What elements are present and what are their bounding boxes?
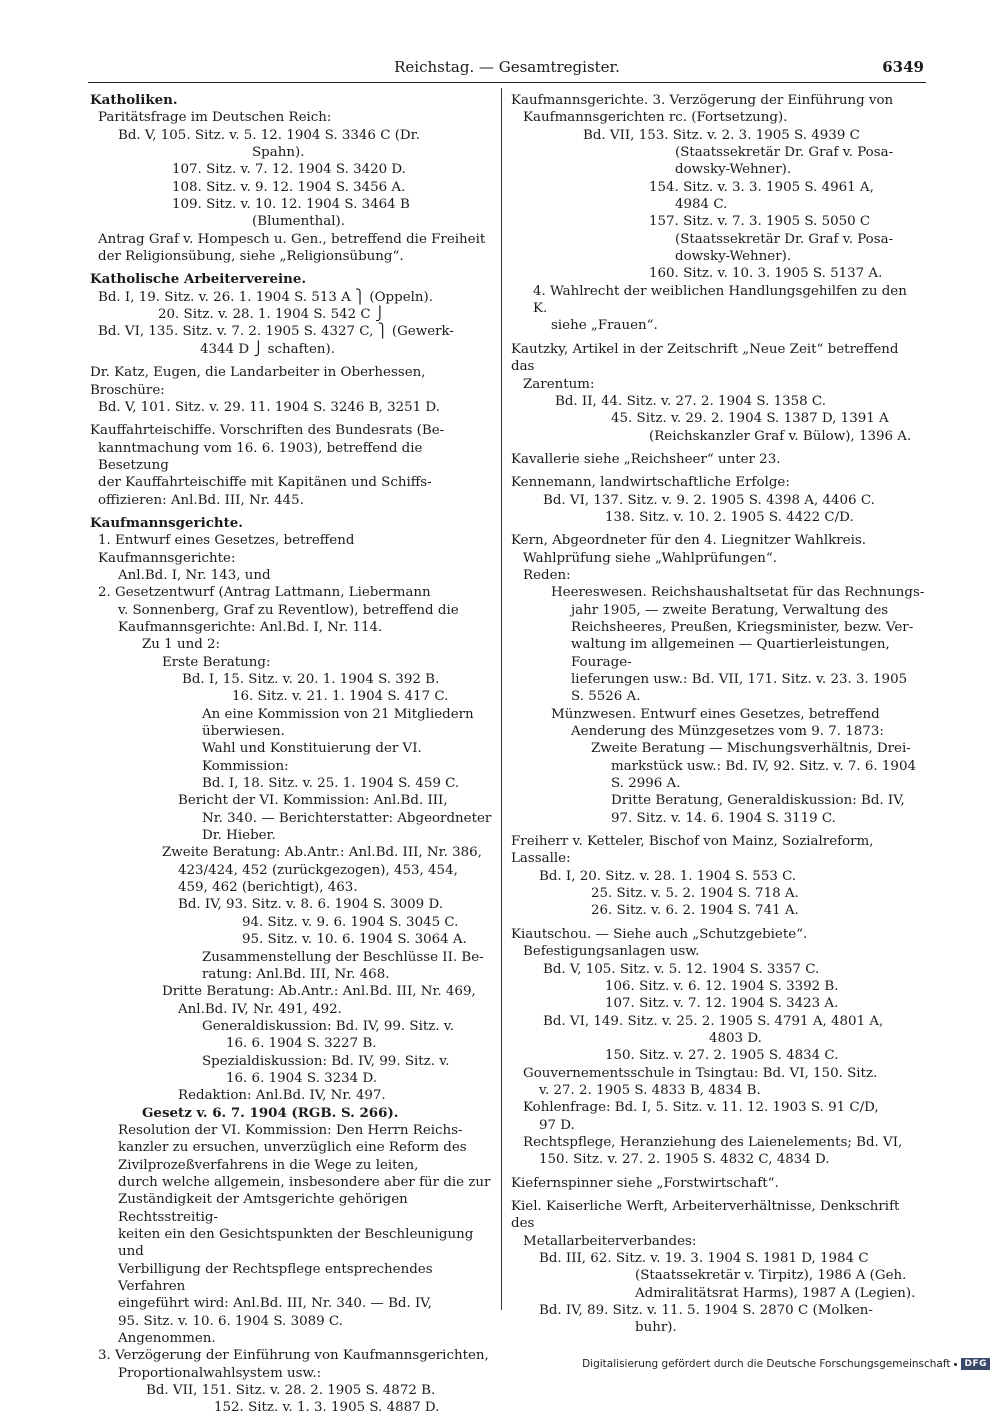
entry-line: siehe „Frauen“. — [551, 318, 658, 334]
entry-line: 4984 C. — [675, 197, 728, 213]
entry-line: 97. Sitz. v. 14. 6. 1904 S. 3119 C. — [611, 810, 836, 826]
page-number: 6349 — [882, 58, 924, 76]
entry-line: Paritätsfrage im Deutschen Reich: — [98, 110, 332, 126]
entry-line: 459, 462 (berichtigt), 463. — [178, 880, 358, 896]
entry-line: Bd. VII, 151. Sitz. v. 28. 2. 1905 S. 4872 B. — [146, 1383, 436, 1399]
entry-line: 150. Sitz. v. 27. 2. 1905 S. 4832 C, 4834 D. — [539, 1152, 830, 1168]
entry-heading-line: Kern, Abgeordneter für den 4. Liegnitzer Wahlkreis. — [511, 533, 866, 549]
entry-line: offizieren: Anl.Bd. III, Nr. 445. — [98, 492, 304, 508]
entry-line: Redaktion: Anl.Bd. IV, Nr. 497. — [178, 1088, 386, 1104]
entry-line: 157. Sitz. v. 7. 3. 1905 S. 5050 C — [649, 214, 871, 230]
entry-line: Zuständigkeit der Amtsgerichte gehörigen Rechtsstreitig- — [118, 1192, 408, 1225]
entry-line: 3. Verzögerung der Einführung von Kaufmannsgerichten, — [98, 1348, 489, 1364]
index-entry — [511, 833, 925, 920]
entry-line: 97 D. — [539, 1117, 575, 1133]
right-column — [511, 92, 925, 1337]
entry-line: Proportionalwahlsystem usw.: — [118, 1365, 322, 1381]
entry-line: Anl.Bd. I, Nr. 143, und — [118, 567, 271, 583]
entry-heading-line: Freiherr v. Ketteler, Bischof von Mainz, Sozialreform, Lassalle: — [511, 834, 874, 867]
separator-dot-icon — [954, 1363, 957, 1366]
entry-line: 154. Sitz. v. 3. 3. 1905 S. 4961 A, — [649, 179, 874, 195]
entry-line: v. 27. 2. 1905 S. 4833 B, 4834 B. — [539, 1082, 761, 1098]
entry-line: 107. Sitz. v. 7. 12. 1904 S. 3423 A. — [605, 996, 839, 1012]
entry-heading-line: Kavallerie siehe „Reichsheer“ unter 23. — [511, 451, 781, 467]
entry-line: Spahn). — [252, 145, 305, 161]
entry-line: Wahl und Konstituierung der VI. Kommission: — [202, 741, 422, 774]
entry-line: Rechtspflege, Heranziehung des Laienelements; Bd. VI, — [523, 1134, 903, 1150]
entry-line: Bd. I, 15. Sitz. v. 20. 1. 1904 S. 392 B. — [182, 672, 440, 687]
entry-heading-line: Kaufmannsgerichte. 3. Verzögerung der Einführung von — [511, 93, 894, 108]
entry-heading-line: Kennemann, landwirtschaftliche Erfolge: — [511, 475, 790, 491]
entry-line: 95. Sitz. v. 10. 6. 1904 S. 3064 A. — [242, 932, 467, 948]
entry-line: Erste Beratung: — [162, 654, 271, 670]
entry-line: kanntmachung vom 16. 6. 1903), betreffend die Besetzung — [98, 440, 423, 473]
entry-line: Zweite Beratung: Ab.Antr.: Anl.Bd. III, Nr. 386, — [162, 845, 482, 861]
entry-line: Bd. I, 20. Sitz. v. 28. 1. 1904 S. 553 C. — [539, 868, 797, 884]
entry-heading-line: Kaufmannsgerichte. — [90, 514, 243, 531]
entry-heading-line: Dr. Katz, Eugen, die Landarbeiter in Oberhessen, Broschüre: — [90, 365, 426, 398]
column-divider — [501, 88, 502, 1310]
entry-line: Gesetz v. 6. 7. 1904 (RGB. S. 266). — [142, 1104, 399, 1121]
entry-line: 25. Sitz. v. 5. 2. 1904 S. 718 A. — [591, 886, 799, 902]
entry-line: Kaufmannsgerichten rc. (Fortsetzung). — [523, 110, 788, 126]
index-entry — [90, 364, 494, 416]
index-entry — [511, 1175, 925, 1192]
entry-line: Kohlenfrage: Bd. I, 5. Sitz. v. 11. 12. 1903 S. 91 C/D, — [523, 1100, 879, 1116]
entry-line: Admiralitätsrat Harms), 1987 A (Legien). — [635, 1285, 916, 1301]
entry-line: Aenderung des Münzgesetzes vom 9. 7. 1873: — [571, 724, 884, 740]
entry-line: Bd. V, 105. Sitz. v. 5. 12. 1904 S. 3346 C (Dr. — [118, 127, 420, 143]
entry-line: Befestigungsanlagen usw. — [523, 944, 700, 960]
entry-line: Nr. 340. — Berichterstatter: Abgeordneter — [202, 810, 492, 826]
entry-line: 150. Sitz. v. 27. 2. 1905 S. 4834 C. — [605, 1048, 839, 1064]
left-column — [90, 92, 494, 1417]
entry-line: S. 5526 A. — [571, 689, 641, 705]
entry-line: 138. Sitz. v. 10. 2. 1905 S. 4422 C/D. — [605, 509, 854, 525]
entry-line: Zusammenstellung der Beschlüsse II. Be- — [202, 949, 484, 965]
entry-line: 95. Sitz. v. 10. 6. 1904 S. 3089 C. — [118, 1313, 343, 1329]
entry-heading-line: Kauffahrteischiffe. Vorschriften des Bundesrats (Be- — [90, 423, 445, 439]
entry-line: der Kauffahrteischiffe mit Kapitänen und Schiffs- — [98, 475, 432, 491]
entry-line: Bd. IV, 89. Sitz. v. 11. 5. 1904 S. 2870 C (Molken- — [539, 1303, 873, 1319]
entry-line: 107. Sitz. v. 7. 12. 1904 S. 3420 D. — [172, 162, 406, 178]
entry-line: markstück usw.: Bd. IV, 92. Sitz. v. 7. 6. 1904 — [611, 758, 916, 774]
entry-line: Metallarbeiterverbandes: — [523, 1233, 697, 1249]
entry-line: An eine Kommission von 21 Mitgliedern — [202, 706, 474, 722]
entry-heading-line: Kiautschou. — Siehe auch „Schutzgebiete“. — [511, 926, 808, 942]
entry-line: Bd. IV, 93. Sitz. v. 8. 6. 1904 S. 3009 D. — [178, 897, 443, 913]
entry-line: Heereswesen. Reichshaushaltsetat für das Rechnungs- — [551, 585, 925, 601]
entry-line: 106. Sitz. v. 6. 12. 1904 S. 3392 B. — [605, 978, 839, 994]
entry-line: Bericht der VI. Kommission: Anl.Bd. III, — [178, 793, 448, 809]
index-entry — [90, 271, 494, 358]
entry-line: Bd. VI, 149. Sitz. v. 25. 2. 1905 S. 4791 A, 4801 A, — [543, 1013, 884, 1029]
entry-line: 160. Sitz. v. 10. 3. 1905 S. 5137 A. — [649, 266, 883, 282]
index-entry — [90, 92, 494, 265]
entry-line: 4344 D ⎭ schaften). — [200, 341, 335, 357]
entry-line: v. Sonnenberg, Graf zu Reventlow), betreffend die — [118, 602, 459, 618]
footer-credit — [582, 1358, 990, 1370]
entry-line: 152. Sitz. v. 1. 3. 1905 S. 4887 D. — [214, 1400, 440, 1416]
index-entry — [511, 341, 925, 445]
entry-line: buhr). — [635, 1320, 677, 1336]
entry-line: Verbilligung der Rechtspflege entsprechendes Verfahren — [118, 1261, 433, 1295]
entry-heading-line: Kiefernspinner siehe „Forstwirtschaft“. — [511, 1175, 779, 1191]
page-header — [88, 56, 926, 83]
entry-line: ratung: Anl.Bd. III, Nr. 468. — [202, 966, 390, 982]
entry-line: 2. Gesetzentwurf (Antrag Lattmann, Liebermann — [98, 585, 431, 601]
entry-line: 45. Sitz. v. 29. 2. 1904 S. 1387 D, 1391 A — [611, 411, 889, 427]
entry-line: Bd. V, 101. Sitz. v. 29. 11. 1904 S. 3246 B, 3251 D. — [98, 399, 440, 415]
entry-line: Angenommen. — [118, 1331, 216, 1347]
entry-line: 4. Wahlrecht der weiblichen Handlungsgehilfen zu den K. — [533, 283, 907, 317]
entry-line: 16. Sitz. v. 21. 1. 1904 S. 417 C. — [232, 689, 449, 705]
entry-line: Reichsheeres, Preußen, Kriegsminister, bezw. Ver- — [571, 619, 914, 635]
entry-line: Bd. I, 18. Sitz. v. 25. 1. 1904 S. 459 C. — [202, 776, 460, 792]
entry-line: Zarentum: — [523, 376, 595, 392]
entry-line: (Blumenthal). — [252, 214, 345, 230]
entry-line: Bd. II, 44. Sitz. v. 27. 2. 1904 S. 1358 C. — [555, 393, 826, 409]
entry-heading-line: Katholische Arbeitervereine. — [90, 271, 307, 288]
entry-heading-line: Kiel. Kaiserliche Werft, Arbeiterverhältnisse, Denkschrift des — [511, 1198, 900, 1232]
entry-line: Antrag Graf v. Hompesch u. Gen., betreffend die Freiheit — [98, 231, 486, 247]
entry-line: 26. Sitz. v. 6. 2. 1904 S. 741 A. — [591, 903, 799, 919]
index-entry — [511, 451, 925, 468]
entry-line: 108. Sitz. v. 9. 12. 1904 S. 3456 A. — [172, 179, 406, 195]
entry-line: Münzwesen. Entwurf eines Gesetzes, betreffend — [551, 706, 880, 722]
index-entry — [90, 422, 494, 509]
index-entry — [90, 515, 494, 1417]
entry-line: 4803 D. — [709, 1030, 762, 1046]
entry-line: lieferungen usw.: Bd. VII, 171. Sitz. v. 23. 3. 1905 — [571, 672, 908, 687]
entry-line: 423/424, 452 (zurückgezogen), 453, 454, — [178, 862, 458, 878]
entry-line: Anl.Bd. IV, Nr. 491, 492. — [178, 1001, 342, 1017]
entry-line: 94. Sitz. v. 9. 6. 1904 S. 3045 C. — [242, 914, 459, 930]
entry-line: dowsky-Wehner). — [675, 162, 792, 178]
entry-line: Zweite Beratung — Mischungsverhältnis, Drei- — [591, 741, 911, 757]
entry-line: 16. 6. 1904 S. 3227 B. — [226, 1036, 377, 1052]
entry-line: dowsky-Wehner). — [675, 249, 792, 265]
entry-line: Dritte Beratung: Ab.Antr.: Anl.Bd. III, Nr. 469, — [162, 984, 476, 1000]
entry-line: Resolution der VI. Kommission: Den Herrn Reichs- — [118, 1122, 463, 1138]
entry-line: Dr. Hieber. — [202, 828, 276, 844]
entry-line: Zivilprozeßverfahrens in die Wege zu leiten, — [118, 1157, 419, 1173]
entry-line: Bd. III, 62. Sitz. v. 19. 3. 1904 S. 1981 D, 1984 C — [539, 1251, 869, 1266]
entry-heading-line: Katholiken. — [90, 92, 178, 108]
footer-text: Digitalisierung gefördert durch die Deutsche Forschungsgemeinschaft — [582, 1358, 951, 1370]
entry-line: Gouvernementsschule in Tsingtau: Bd. VI, 150. Sitz. — [523, 1065, 878, 1081]
entry-line: eingeführt wird: Anl.Bd. III, Nr. 340. — Bd. IV, — [118, 1296, 432, 1312]
entry-line: Zu 1 und 2: — [142, 637, 221, 653]
entry-line: Bd. V, 105. Sitz. v. 5. 12. 1904 S. 3357 C. — [543, 961, 820, 977]
entry-line: Bd. VI, 135. Sitz. v. 7. 2. 1905 S. 4327 C, ⎫ (Gewerk- — [98, 324, 454, 340]
entry-line: Wahlprüfung siehe „Wahlprüfungen“. — [523, 550, 777, 566]
entry-line: Dritte Beratung, Generaldiskussion: Bd. IV, — [611, 793, 905, 809]
entry-line: Bd. VII, 153. Sitz. v. 2. 3. 1905 S. 4939 C — [583, 127, 860, 143]
index-entry — [511, 926, 925, 1169]
entry-line: (Staatssekretär Dr. Graf v. Posa- — [675, 145, 894, 161]
entry-line: Spezialdiskussion: Bd. IV, 99. Sitz. v. — [202, 1053, 450, 1069]
index-entry — [511, 532, 925, 827]
entry-line: 16. 6. 1904 S. 3234 D. — [226, 1070, 377, 1086]
entry-line: (Reichskanzler Graf v. Bülow), 1396 A. — [649, 428, 912, 444]
entry-line: Kaufmannsgerichte: Anl.Bd. I, Nr. 114. — [118, 619, 383, 635]
entry-line: durch welche allgemein, insbesondere aber für die zur — [118, 1174, 491, 1190]
entry-line: Generaldiskussion: Bd. IV, 99. Sitz. v. — [202, 1018, 455, 1034]
entry-line: Reden: — [523, 567, 571, 583]
running-title: Reichstag. — Gesamtregister. — [394, 58, 620, 76]
entry-line: überwiesen. — [202, 724, 285, 740]
dfg-logo-icon: DFG — [961, 1358, 990, 1370]
index-entry — [511, 92, 925, 335]
entry-line: (Staatssekretär Dr. Graf v. Posa- — [675, 231, 894, 247]
entry-line: Bd. I, 19. Sitz. v. 26. 1. 1904 S. 513 A ⎫ (Oppeln). — [98, 289, 433, 305]
entry-line: kanzler zu ersuchen, unverzüglich eine Reform des — [118, 1140, 467, 1156]
entry-line: waltung im allgemeinen — Quartierleistungen, Fourage- — [571, 637, 890, 670]
entry-line: 20. Sitz. v. 28. 1. 1904 S. 542 C ⎭ — [158, 307, 385, 323]
entry-line: Bd. VI, 137. Sitz. v. 9. 2. 1905 S. 4398 A, 4406 C. — [543, 492, 875, 508]
entry-line: 1. Entwurf eines Gesetzes, betreffend Kaufmannsgerichte: — [98, 533, 355, 566]
entry-line: 109. Sitz. v. 10. 12. 1904 S. 3464 B — [172, 197, 410, 213]
entry-line: jahr 1905, — zweite Beratung, Verwaltung des — [571, 602, 889, 618]
entry-line: keiten ein den Gesichtspunkten der Beschleunigung und — [118, 1227, 474, 1260]
entry-line: S. 2996 A. — [611, 776, 681, 792]
entry-line: der Religionsübung, siehe „Religionsübung“. — [98, 249, 404, 265]
index-entry — [511, 474, 925, 526]
entry-heading-line: Kautzky, Artikel in der Zeitschrift „Neue Zeit“ betreffend das — [511, 341, 899, 375]
index-entry — [511, 1198, 925, 1337]
entry-line: (Staatssekretär v. Tirpitz), 1986 A (Geh. — [635, 1268, 907, 1284]
